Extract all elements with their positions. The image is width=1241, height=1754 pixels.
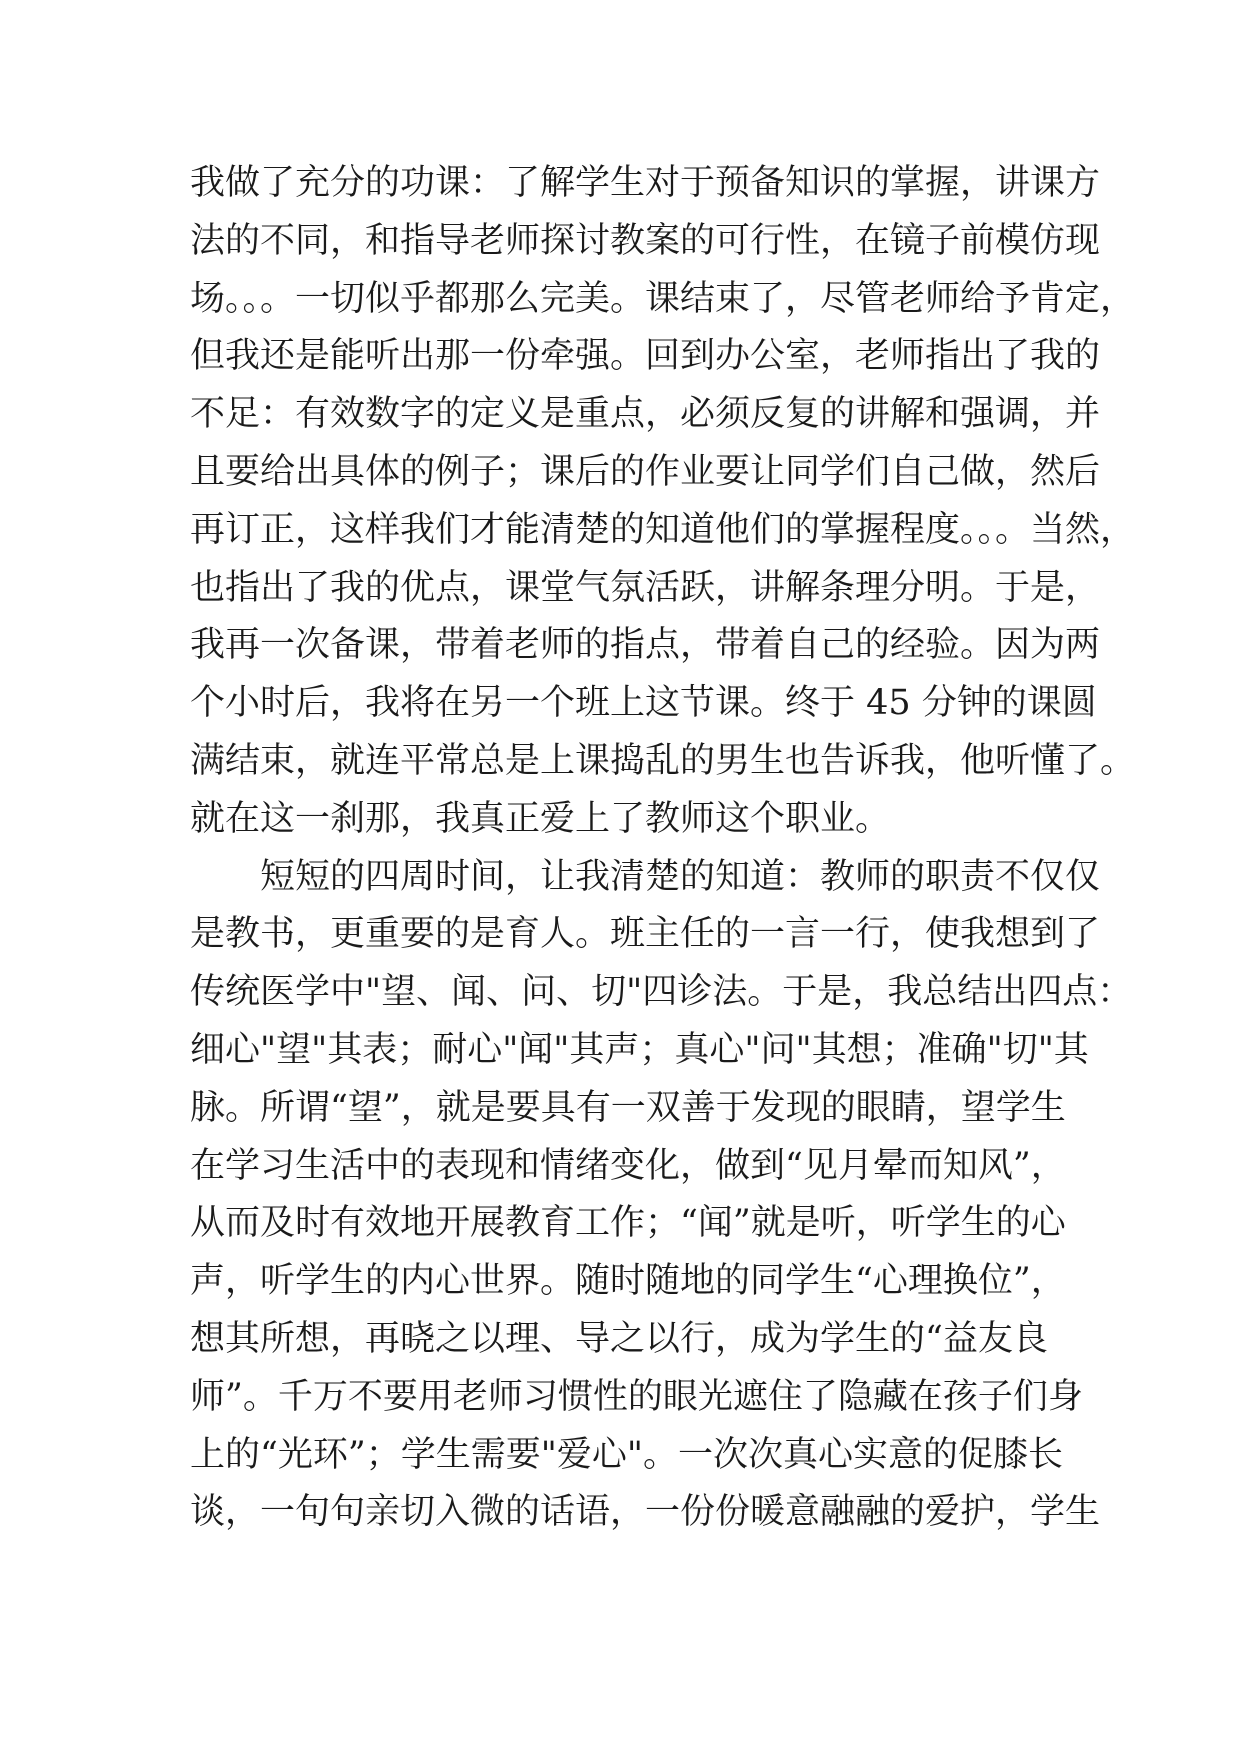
body-text — [190, 155, 1136, 1542]
text-line-18: 在学习生活中的表现和情绪变化，做到“见月晕而知风”， — [190, 1145, 1066, 1186]
text-line-17: 脉。所谓“望”，就是要具有一双善于发现的眼睛，望学生 — [190, 1087, 1066, 1128]
text-line-2: 法的不同，和指导老师探讨教案的可行性，在镜子前模仿现 — [190, 220, 1101, 261]
text-line-6: 且要给出具体的例子；课后的作业要让同学们自己做，然后 — [190, 451, 1101, 492]
text-line-16: 细心"望"其表；耐心"闻"其声；真心"问"其想；准确"切"其 — [190, 1029, 1089, 1070]
text-line-22: 师”。千万不要用老师习惯性的眼光遮住了隐藏在孩子们身 — [190, 1376, 1083, 1417]
text-line-20: 声，听学生的内心世界。随时随地的同学生“心理换位”， — [190, 1261, 1066, 1302]
text-line-4: 但我还是能听出那一份牵强。回到办公室，老师指出了我的 — [190, 336, 1101, 377]
text-line-5: 不足：有效数字的定义是重点，必须反复的讲解和强调，并 — [190, 394, 1101, 435]
text-line-9: 我再一次备课，带着老师的指点，带着自己的经验。因为两 — [190, 625, 1101, 666]
text-line-14: 是教书，更重要的是育人。班主任的一言一行，使我想到了 — [190, 914, 1101, 955]
text-line-1: 我做了充分的功课：了解学生对于预备知识的掌握，讲课方 — [190, 163, 1101, 203]
text-line-10: 个小时后，我将在另一个班上这节课。终于 45 分钟的课圆 — [190, 683, 1097, 724]
text-line-19: 从而及时有效地开展教育工作；“闻”就是听，听学生的心 — [190, 1203, 1066, 1244]
paragraph-2-first-line: 短短的四周时间，让我清楚的知道：教师的职责不仅仅 — [260, 856, 1101, 897]
text-line-7: 再订正，这样我们才能清楚的知道他们的掌握程度。。。当然， — [190, 509, 1136, 550]
text-line-23: 上的“光环”；学生需要"爱心"。一次次真心实意的促膝长 — [190, 1434, 1063, 1475]
text-line-15: 传统医学中"望、闻、问、切"四诊法。于是，我总结出四点： — [190, 972, 1133, 1013]
text-line-12: 就在这一刹那，我真正爱上了教师这个职业。 — [190, 798, 891, 839]
text-line-3: 场。。。一切似乎都那么完美。课结束了，尽管老师给予肯定， — [190, 278, 1136, 319]
text-line-8: 也指出了我的优点，课堂气氛活跃，讲解条理分明。于是， — [190, 567, 1101, 608]
text-line-24: 谈，一句句亲切入微的话语，一份份暖意融融的爱护，学生 — [190, 1492, 1101, 1533]
text-line-11: 满结束，就连平常总是上课捣乱的男生也告诉我，他听懂了。 — [190, 740, 1136, 781]
text-line-21: 想其所想，再晓之以理、导之以行，成为学生的“益友良 — [190, 1318, 1048, 1359]
